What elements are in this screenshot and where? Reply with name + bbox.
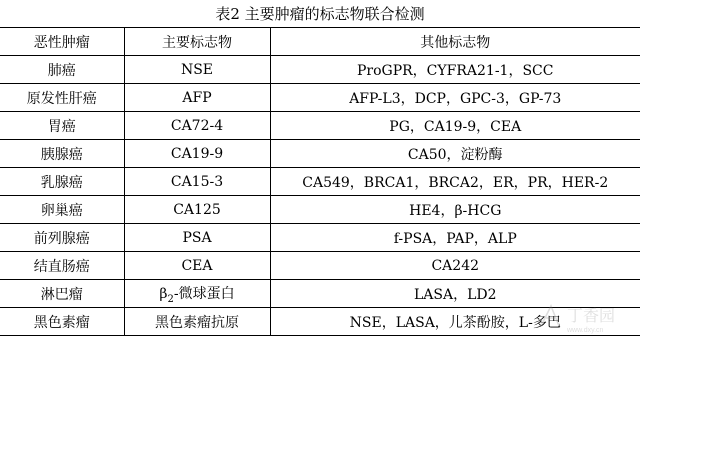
main-marker-cell: AFP [124, 84, 270, 112]
tumor-cell: 卵巢癌 [0, 196, 124, 224]
main-marker-cell: CEA [124, 252, 270, 280]
other-markers-cell: CA549，BRCA1，BRCA2，ER，PR，HER-2 [270, 168, 640, 196]
table-header-row [0, 28, 640, 56]
table-row [0, 84, 640, 112]
tumor-cell: 结直肠癌 [0, 252, 124, 280]
other-markers-cell: CA50，淀粉酶 [270, 140, 640, 168]
table-row [0, 196, 640, 224]
main-marker-cell: 黑色素瘤抗原 [124, 308, 270, 336]
tumor-cell: 胰腺癌 [0, 140, 124, 168]
other-markers-cell: LASA，LD2 [270, 280, 640, 308]
main-marker-cell: CA19-9 [124, 140, 270, 168]
tumor-cell: 淋巴瘤 [0, 280, 124, 308]
tumor-cell: 乳腺癌 [0, 168, 124, 196]
other-markers-cell: PG，CA19-9，CEA [270, 112, 640, 140]
other-markers-cell: HE4，β-HCG [270, 196, 640, 224]
other-markers-cell: AFP-L3，DCP，GPC-3，GP-73 [270, 84, 640, 112]
tumor-cell: 黑色素瘤 [0, 308, 124, 336]
other-markers-cell: ProGPR，CYFRA21-1，SCC [270, 56, 640, 84]
header-malignant-tumor: 恶性肿瘤 [0, 28, 124, 56]
other-markers-cell: CA242 [270, 252, 640, 280]
tumor-cell: 前列腺癌 [0, 224, 124, 252]
table-row [0, 252, 640, 280]
table-row [0, 140, 640, 168]
table-row [0, 280, 640, 308]
table-row [0, 112, 640, 140]
tumor-cell: 原发性肝癌 [0, 84, 124, 112]
main-marker-cell: CA125 [124, 196, 270, 224]
other-markers-cell: NSE，LASA，儿茶酚胺，L-多巴 [270, 308, 640, 336]
tumor-cell: 肺癌 [0, 56, 124, 84]
table-caption: 表2 主要肿瘤的标志物联合检测 [0, 0, 640, 28]
watermark-text: 丁香园 [567, 308, 616, 325]
table-row [0, 56, 640, 84]
main-marker-cell: CA15-3 [124, 168, 270, 196]
tumor-marker-table [0, 28, 640, 336]
table-row [0, 308, 640, 336]
main-marker-cell: $\beta_2-$微球蛋白 [124, 280, 270, 308]
table-row [0, 168, 640, 196]
header-other-markers: 其他标志物 [270, 28, 640, 56]
main-marker-cell: PSA [124, 224, 270, 252]
other-markers-cell: f-PSA，PAP，ALP [270, 224, 640, 252]
table-row [0, 224, 640, 252]
tumor-cell: 胃癌 [0, 112, 124, 140]
watermark-subtext: www.dxy.cn [567, 327, 604, 334]
header-main-marker: 主要标志物 [124, 28, 270, 56]
main-marker-cell: NSE [124, 56, 270, 84]
main-marker-cell: CA72-4 [124, 112, 270, 140]
